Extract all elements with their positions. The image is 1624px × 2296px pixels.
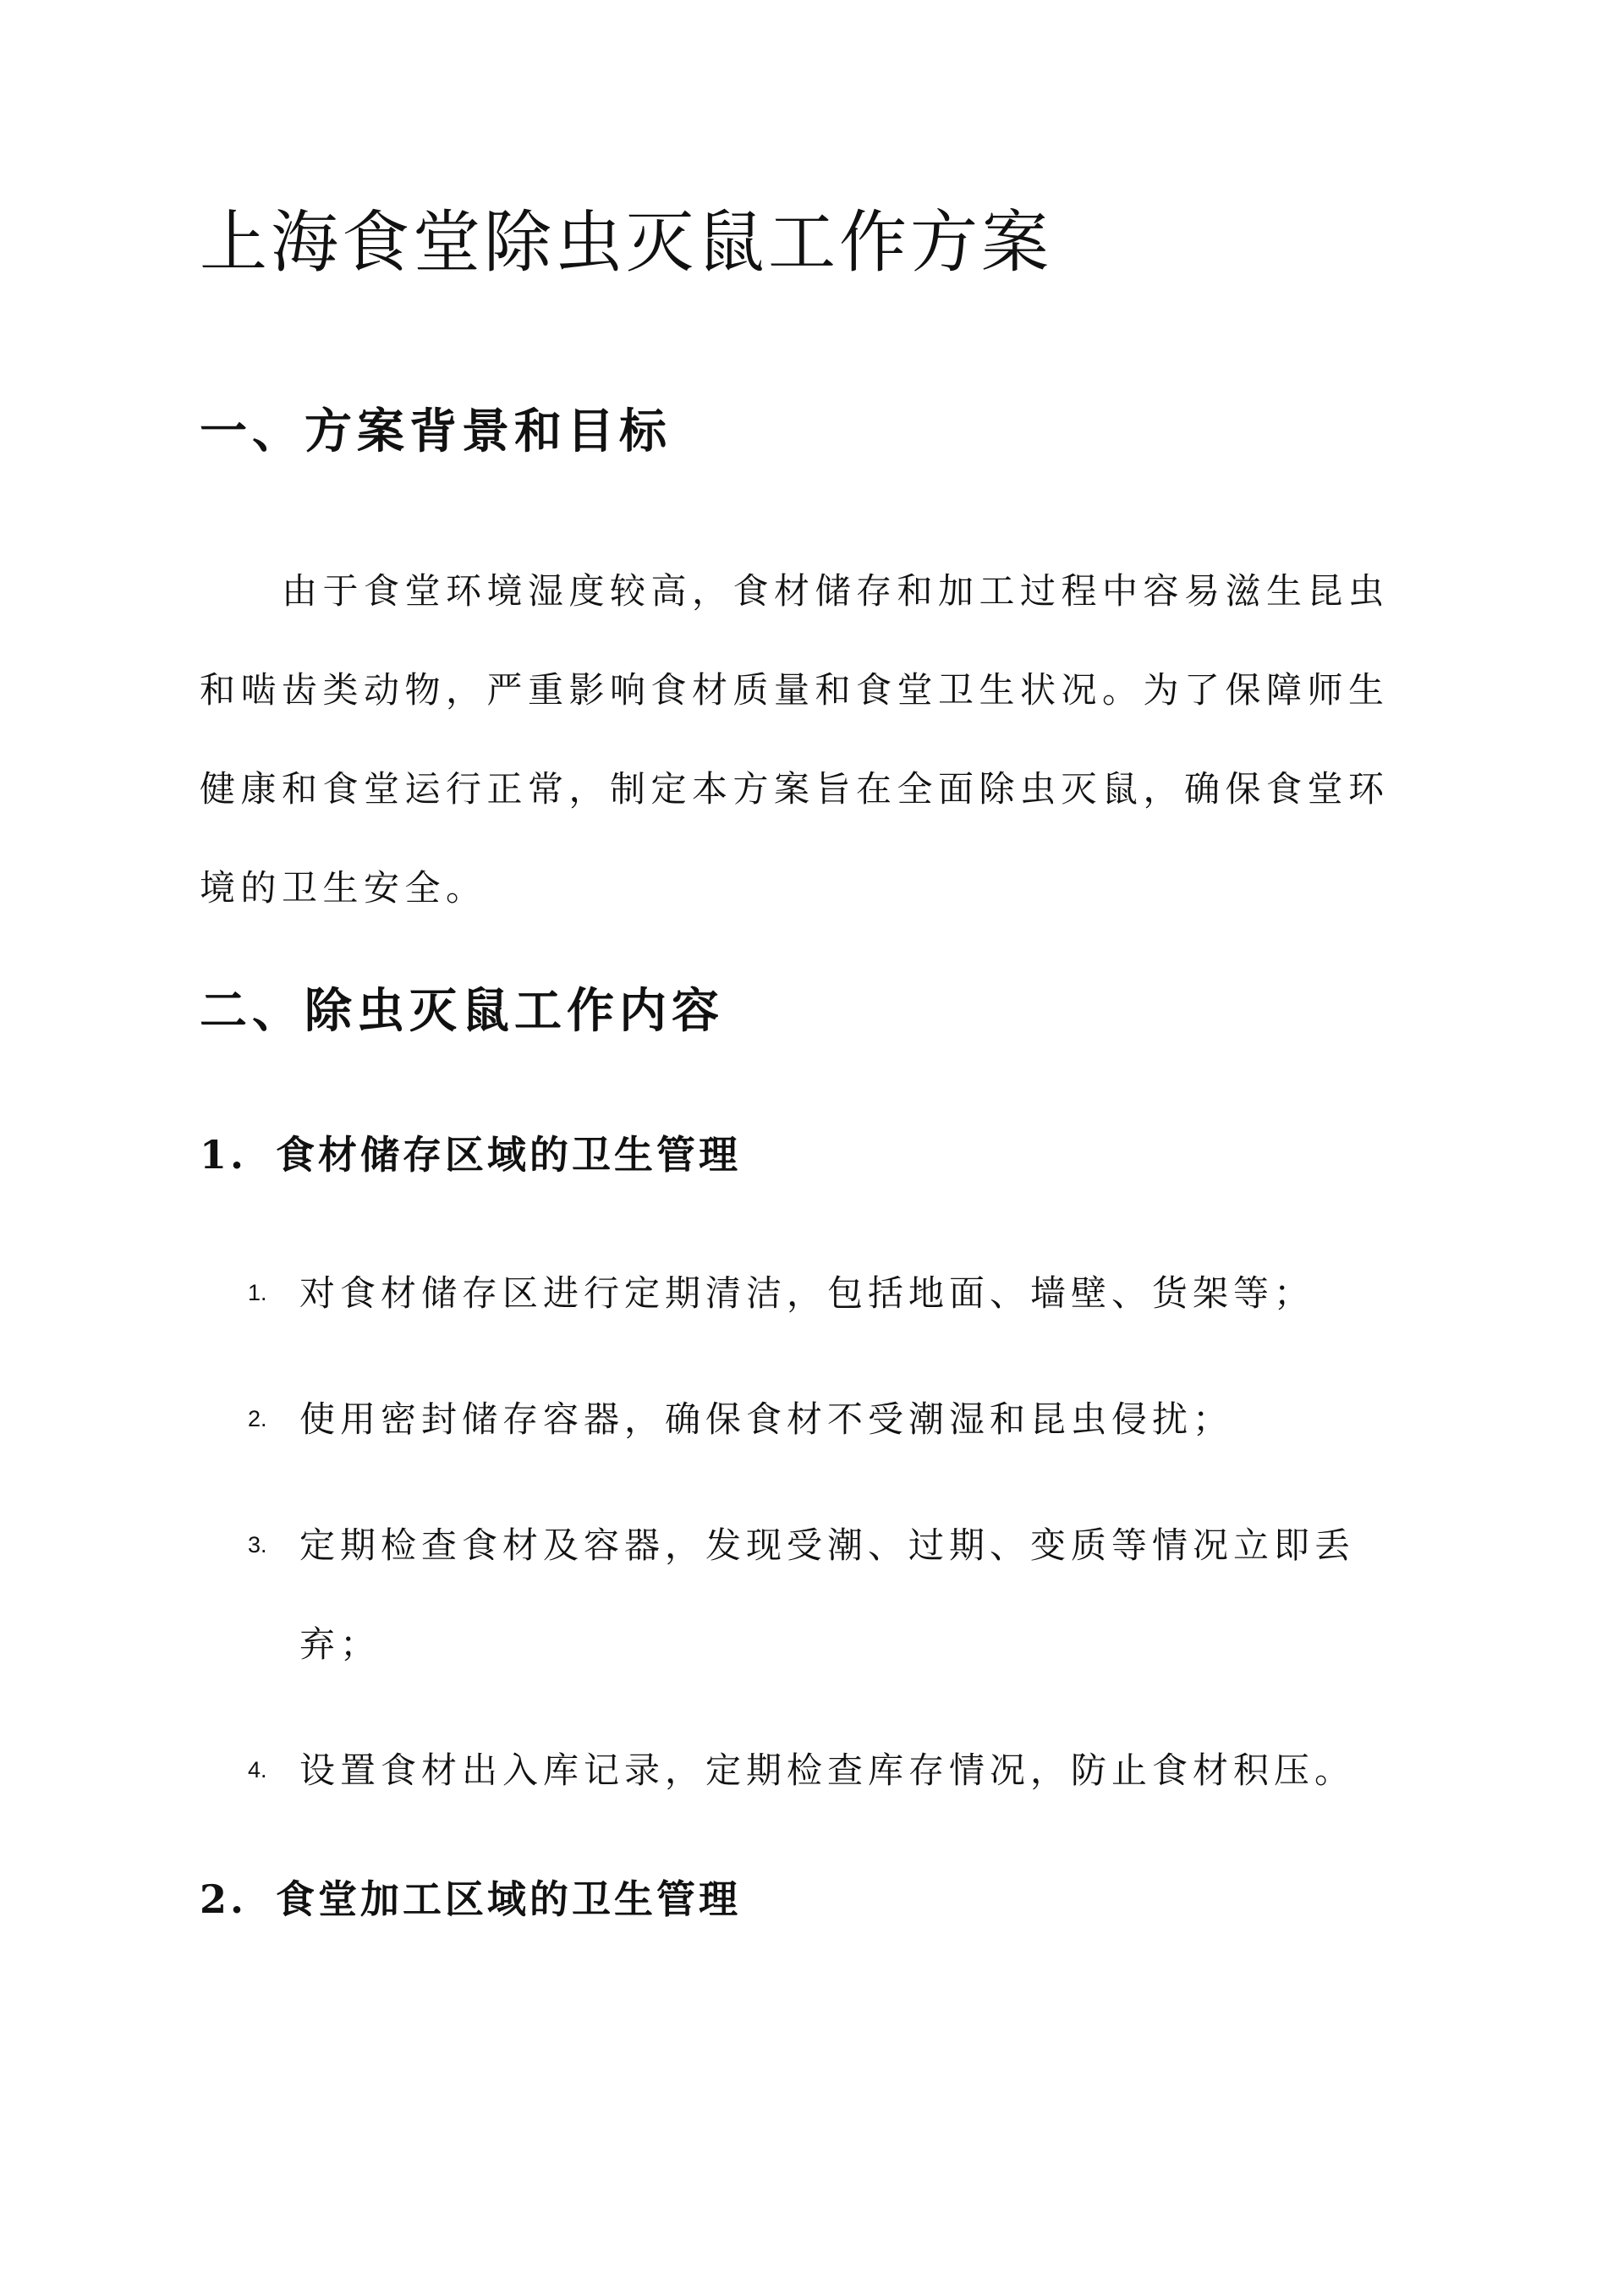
subsection-heading-storage xyxy=(200,1125,741,1184)
document-title: 上海食堂除虫灭鼠工作方案 xyxy=(200,203,1052,282)
section-heading-work-content: 二、除虫灭鼠工作内容 xyxy=(200,983,724,1039)
subsection-number: 2. xyxy=(200,1876,248,1922)
list-item-number: 4. xyxy=(248,1757,267,1782)
list-item-text: 使用密封储存容器，确保食材不受潮湿和昆虫侵扰； xyxy=(299,1398,1234,1440)
subsection-title: 食堂加工区域的卫生管理 xyxy=(276,1876,741,1922)
background-paragraph: 由于食堂环境湿度较高，食材储存和加工过程中容易滋生昆虫和啮齿类动物，严重影响食材质量和食堂卫生状况。为了保障师生健康和食堂运行正常，制定本方案旨在全面除虫灭鼠，确保食堂环境的卫生安全。 xyxy=(200,570,1390,909)
list-item-text: 定期检查食材及容器，发现受潮、过期、变质等情况立即丢弃； xyxy=(299,1524,1356,1665)
subsection-number: 1. xyxy=(200,1132,248,1178)
list-item xyxy=(200,1370,1426,1469)
list-item xyxy=(200,1496,1426,1694)
section-heading-background: 一、方案背景和目标 xyxy=(200,404,672,459)
subsection-heading-processing xyxy=(200,1870,741,1929)
list-item-text: 设置食材出入库记录，定期检查库存情况，防止食材积压。 xyxy=(299,1749,1356,1791)
storage-measures-list xyxy=(200,1244,1426,1847)
list-item-number: 2. xyxy=(248,1406,267,1431)
list-item-number: 3. xyxy=(248,1532,267,1557)
subsection-title: 食材储存区域的卫生管理 xyxy=(276,1132,741,1178)
list-item-number: 1. xyxy=(248,1280,267,1305)
list-item-text: 对食材储存区进行定期清洁，包括地面、墙壁、货架等； xyxy=(299,1272,1315,1314)
list-item xyxy=(200,1721,1426,1820)
list-item xyxy=(200,1244,1426,1343)
